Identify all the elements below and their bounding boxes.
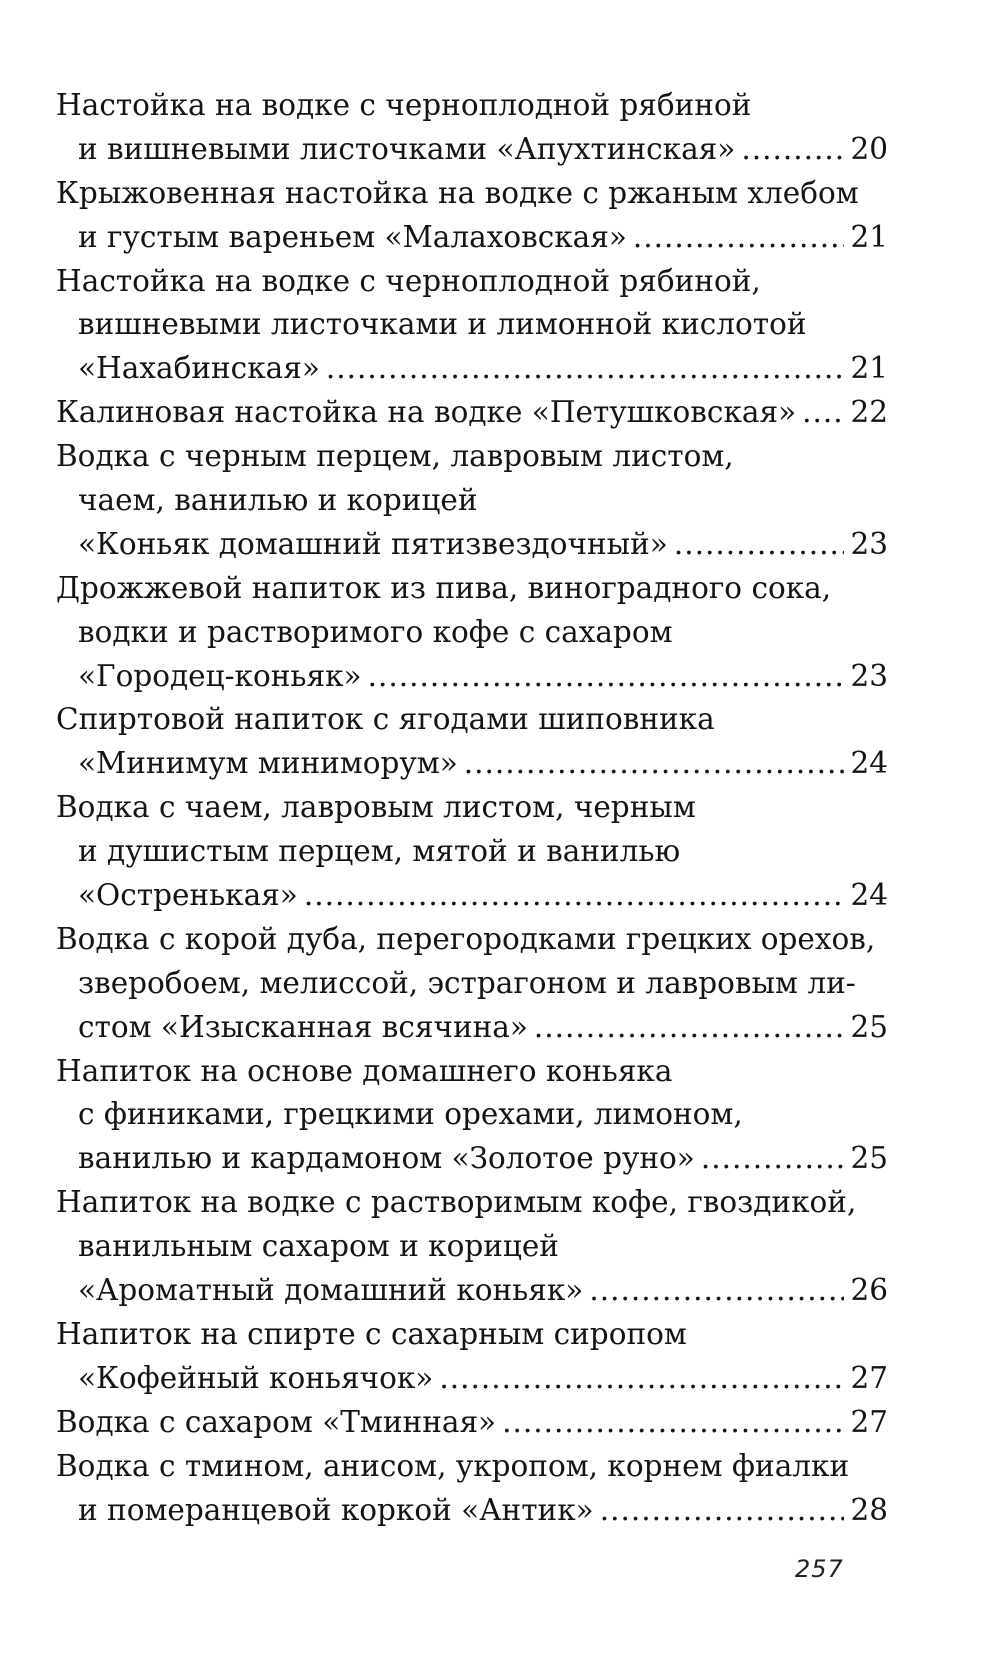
dot-leader <box>502 1401 844 1445</box>
toc-entry-title-line: Водка с чаем, лавровым листом, черным <box>56 790 696 825</box>
dot-leader <box>464 742 845 786</box>
toc-entry-page-number: 24 <box>850 746 888 781</box>
toc-entry-page-number: 25 <box>850 1009 888 1044</box>
toc-entry <box>56 391 888 435</box>
toc-entry-page-number: 21 <box>850 219 888 254</box>
toc-entry-title-line: Напиток на основе домашнего коньяка <box>56 1053 673 1088</box>
toc-entry-last-line <box>56 1137 888 1181</box>
toc-entry-last-line <box>56 216 888 260</box>
toc-entry <box>56 567 888 699</box>
toc-entry <box>56 1050 888 1182</box>
toc-entry-page-number: 24 <box>850 878 888 913</box>
toc-entry-last-line <box>56 742 888 786</box>
toc-entry-last-line <box>56 128 888 172</box>
toc-entry-last-line <box>56 523 888 567</box>
toc-entry-page-number: 27 <box>850 1360 888 1395</box>
toc-entry-title-line: и густым вареньем «Малаховская» <box>78 219 627 254</box>
dot-leader <box>368 655 845 699</box>
toc-entry-title-line: вишневыми листочками и лимонной кислотой <box>78 307 807 342</box>
dot-leader <box>701 1137 845 1181</box>
toc-entry-last-line <box>56 1489 888 1533</box>
toc-entry-page-number: 26 <box>850 1273 888 1308</box>
toc-entry-title-line: Водка с сахаром «Тминная» <box>56 1404 497 1439</box>
dot-leader <box>741 128 844 172</box>
toc-entry-title-line: Настойка на водке с черноплодной рябиной <box>56 88 752 122</box>
toc-entry-page-number: 21 <box>850 351 888 386</box>
toc-entry-title-line: Крыжовенная настойка на водке с ржаным хлебом <box>56 175 859 210</box>
table-of-contents <box>56 84 888 1532</box>
toc-entry-title-line: «Кофейный коньячок» <box>78 1360 434 1395</box>
toc-entry-last-line <box>56 347 888 391</box>
dot-leader <box>304 874 845 918</box>
toc-entry-title-line: «Нахабинская» <box>78 351 320 386</box>
toc-entry-page-number: 25 <box>850 1141 888 1176</box>
toc-entry-title-line: Напиток на водке с растворимым кофе, гвоздикой, <box>56 1185 857 1220</box>
toc-entry-last-line <box>56 1401 888 1445</box>
dot-leader <box>802 391 844 435</box>
toc-entry-title-line: Настойка на водке с черноплодной рябиной, <box>56 263 761 298</box>
toc-entry-last-line <box>56 1357 888 1401</box>
toc-entry-title-line: «Остренькая» <box>78 878 298 913</box>
toc-entry-page-number: 22 <box>850 395 888 430</box>
toc-entry-title-line: Дрожжевой напиток из пива, виноградного сока, <box>56 570 832 605</box>
toc-entry-title-line: Спиртовой напиток с ягодами шиповника <box>56 702 715 737</box>
toc-entry-title-line: Водка с черным перцем, лавровым листом, <box>56 439 734 474</box>
toc-entry <box>56 918 888 1050</box>
toc-entry <box>56 786 888 918</box>
dot-leader <box>600 1489 845 1533</box>
toc-entry-title-line: Напиток на спирте с сахарным сиропом <box>56 1316 687 1351</box>
toc-entry <box>56 1445 888 1533</box>
dot-leader <box>633 216 845 260</box>
toc-entry-last-line <box>56 1006 888 1050</box>
toc-entry-title-line: стом «Изысканная всячина» <box>78 1009 528 1044</box>
toc-entry-page-number: 23 <box>850 526 888 561</box>
toc-entry-title-line: ванильным сахаром и корицей <box>78 1229 559 1264</box>
toc-entry <box>56 260 888 392</box>
toc-entry-page-number: 27 <box>850 1404 888 1439</box>
toc-entry-page-number: 20 <box>850 131 888 166</box>
toc-entry-title-line: с финиками, грецкими орехами, лимоном, <box>78 1097 743 1132</box>
toc-entry-title-line: чаем, ванилью и корицей <box>78 483 478 518</box>
dot-leader <box>534 1006 845 1050</box>
toc-entry-page-number: 28 <box>850 1492 888 1527</box>
toc-entry-title-line: водки и растворимого кофе с сахаром <box>78 614 673 649</box>
toc-entry <box>56 1401 888 1445</box>
toc-entry <box>56 84 888 172</box>
toc-entry <box>56 1181 888 1313</box>
dot-leader <box>326 347 845 391</box>
toc-entry-title-line: Водка с корой дуба, перегородками грецких орехов, <box>56 921 876 956</box>
dot-leader <box>589 1269 844 1313</box>
toc-entry-title-line: и вишневыми листочками «Апухтинская» <box>78 131 736 166</box>
toc-entry-title-line: «Минимум миниморум» <box>78 746 458 781</box>
toc-entry-title-line: ванилью и кардамоном «Золотое руно» <box>78 1141 695 1176</box>
toc-entry-title-line: «Ароматный домашний коньяк» <box>78 1273 584 1308</box>
toc-entry <box>56 172 888 260</box>
toc-entry-title-line: и померанцевой коркой «Антик» <box>78 1492 594 1527</box>
dot-leader <box>439 1357 844 1401</box>
toc-entry-last-line <box>56 1269 888 1313</box>
toc-entry <box>56 698 888 786</box>
toc-entry-title-line: «Городец-коньяк» <box>78 658 362 693</box>
toc-entry-title-line: Калиновая настойка на водке «Петушковская» <box>56 395 797 430</box>
toc-entry-last-line <box>56 391 888 435</box>
toc-entry-title-line: Водка с тмином, анисом, укропом, корнем фиалки <box>56 1448 850 1483</box>
toc-entry-last-line <box>56 655 888 699</box>
dot-leader <box>674 523 845 567</box>
toc-entry-title-line: зверобоем, мелиссой, эстрагоном и лавровым ли- <box>78 965 856 1000</box>
toc-entry <box>56 1313 888 1401</box>
toc-entry-title-line: «Коньяк домашний пятизвездочный» <box>78 526 668 561</box>
toc-entry <box>56 435 888 567</box>
toc-entry-last-line <box>56 874 888 918</box>
toc-entry-title-line: и душистым перцем, мятой и ванилью <box>78 834 681 869</box>
toc-entry-page-number: 23 <box>850 658 888 693</box>
page-number: 257 <box>795 1555 844 1583</box>
